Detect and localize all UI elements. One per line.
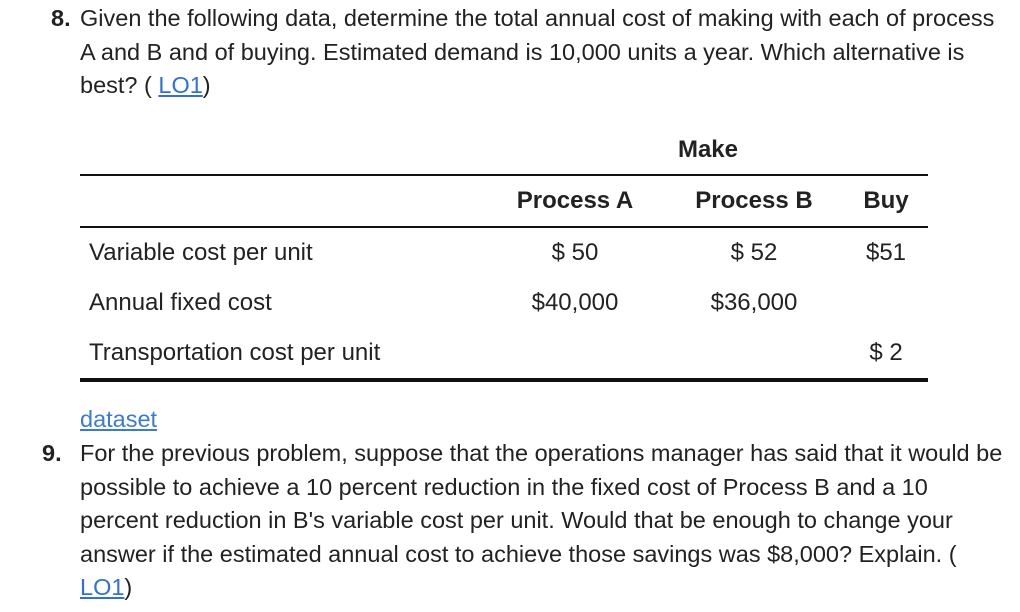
table-row <box>0 288 1020 318</box>
row-label: Annual fixed cost <box>89 289 272 316</box>
problem-text <box>80 2 1000 103</box>
cell-process-a: $ 50 <box>551 239 599 266</box>
cell-buy: $ 2 <box>869 339 903 366</box>
problem-text <box>80 437 1010 605</box>
problem-number: 8. <box>51 5 71 31</box>
row-label: Variable cost per unit <box>89 239 313 266</box>
problem-number: 9. <box>42 440 62 466</box>
learning-objective-link[interactable]: LO1 <box>158 72 203 98</box>
problem-statement: For the previous problem, suppose that the operations manager has said that it would be possible to achieve a 10 percent reduction in the fixed cost of Process B and a 10 percent reduction in B's variable cost per unit. Would that be enough to change your answer if the estimated annual cost to achieve those savings was $8,000? Explain. ( <box>80 440 1003 567</box>
closing-paren: ) <box>124 574 133 600</box>
dataset-link[interactable]: dataset <box>80 406 158 432</box>
column-header-process-b: Process B <box>695 187 813 214</box>
cell-buy: $51 <box>865 239 907 266</box>
table-row <box>0 338 1020 368</box>
table-bottom-rule <box>80 378 928 382</box>
column-header-buy: Buy <box>863 187 909 214</box>
cell-process-b: $36,000 <box>710 289 798 316</box>
learning-objective-link[interactable]: LO1 <box>80 574 125 600</box>
problem-statement: Given the following data, determine the total annual cost of making with each of process A and B and of buying. Estimated demand is 10,000 units a year. Which alternative is best? ( <box>80 5 995 98</box>
table-header-rule <box>80 226 928 228</box>
cell-process-a: $40,000 <box>531 289 619 316</box>
table-top-rule <box>80 174 928 176</box>
row-label: Transportation cost per unit <box>89 339 381 366</box>
column-header-process-a: Process A <box>516 187 634 214</box>
table-row <box>0 238 1020 268</box>
closing-paren: ) <box>202 72 211 98</box>
make-group-header: Make <box>677 136 739 163</box>
cell-process-b: $ 52 <box>730 239 778 266</box>
